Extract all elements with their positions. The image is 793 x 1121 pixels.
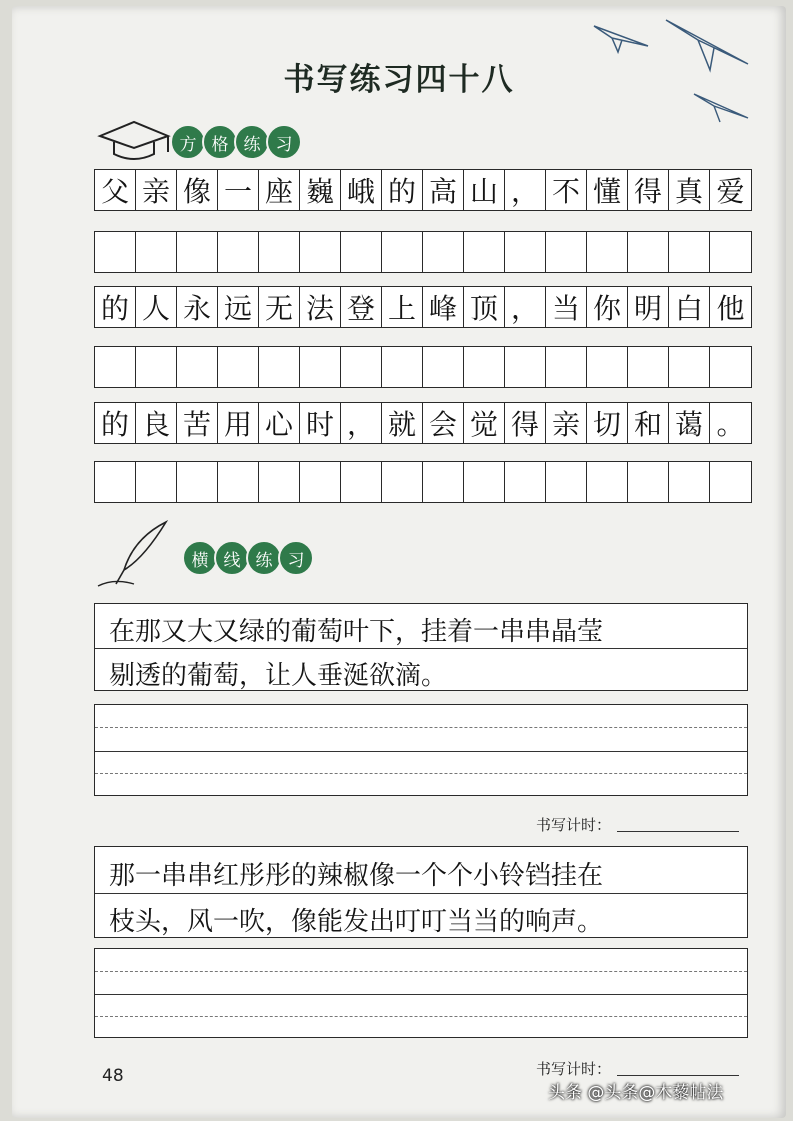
passage-box (94, 603, 748, 691)
grid-char: 上 (382, 287, 423, 327)
grid-char: 远 (218, 287, 259, 327)
page-number: 48 (102, 1066, 124, 1086)
passage-line: 那一串串红彤彤的辣椒像一个个小铃铛挂在 (109, 861, 604, 891)
grid-char: 无 (259, 287, 300, 327)
grid-char: 会 (423, 403, 464, 443)
passage-line: 在那又大又绿的葡萄叶下，挂着一串串晶莹 (109, 617, 604, 647)
feather-quill-icon (94, 518, 184, 590)
grid-char: 不 (546, 170, 587, 210)
workbook-page (12, 6, 786, 1118)
grid-char: 得 (505, 403, 546, 443)
writing-timer (536, 814, 739, 835)
grid-char: 蔼 (669, 403, 710, 443)
grid-char: 真 (669, 170, 710, 210)
section-label-char: 习 (278, 540, 314, 576)
timer-label: 书写计时： (536, 816, 612, 834)
section-label-char: 习 (266, 124, 302, 160)
practice-lines-box[interactable] (94, 948, 748, 1038)
grid-char: 明 (628, 287, 669, 327)
grid-char: 亲 (136, 170, 177, 210)
grid-char: 得 (628, 170, 669, 210)
grid-char: 父 (95, 170, 136, 210)
grid-char: ， (505, 170, 546, 210)
grid-char: 你 (587, 287, 628, 327)
passage-box (94, 846, 748, 938)
grid-char: 苦 (177, 403, 218, 443)
grid-char: 就 (382, 403, 423, 443)
writing-timer (536, 1058, 739, 1079)
grid-char: 峨 (341, 170, 382, 210)
timer-label: 书写计时： (536, 1060, 612, 1078)
grid-char: 一 (218, 170, 259, 210)
grid-char: 白 (669, 287, 710, 327)
grid-char: 。 (716, 408, 745, 441)
grid-text-row (94, 169, 752, 211)
grid-char: 登 (341, 287, 382, 327)
grid-char: 爱 (716, 175, 745, 208)
timer-blank[interactable] (617, 1075, 739, 1076)
grid-char: 像 (177, 170, 218, 210)
grid-char: 切 (587, 403, 628, 443)
grid-char: 当 (546, 287, 587, 327)
grid-char: 的 (382, 170, 423, 210)
passage-line: 剔透的葡萄，让人垂涎欲滴。 (109, 661, 448, 691)
grid-char: 心 (259, 403, 300, 443)
practice-lines-box[interactable] (94, 704, 748, 796)
watermark: 头条 @头条@木藜帖法 (548, 1083, 724, 1103)
grid-char: 的 (95, 287, 136, 327)
section-label-char: 格 (202, 124, 238, 160)
grid-char: 峰 (423, 287, 464, 327)
grid-char: 永 (177, 287, 218, 327)
grid-char: 的 (95, 403, 136, 443)
grid-practice-row[interactable] (94, 461, 752, 503)
section-header-grid (170, 124, 298, 160)
section-label-char: 线 (214, 540, 250, 576)
timer-blank[interactable] (617, 831, 739, 832)
grid-char: 觉 (464, 403, 505, 443)
passage-line: 枝头，风一吹，像能发出叮叮当当的响声。 (109, 907, 604, 937)
grid-char: 时 (300, 403, 341, 443)
grid-char: 顶 (464, 287, 505, 327)
grid-char: 巍 (300, 170, 341, 210)
section-header-lines (182, 540, 310, 576)
grid-char: 用 (218, 403, 259, 443)
grid-char: 良 (136, 403, 177, 443)
grid-char: ， (505, 287, 546, 327)
section-label-char: 方 (170, 124, 206, 160)
paper-plane-icon (592, 16, 652, 56)
grid-char: 懂 (587, 170, 628, 210)
grid-char: 亲 (546, 403, 587, 443)
section-label-char: 练 (234, 124, 270, 160)
grid-char: ， (341, 403, 382, 443)
grid-char: 人 (136, 287, 177, 327)
grid-text-row (94, 402, 752, 444)
grid-char: 山 (464, 170, 505, 210)
section-label-char: 横 (182, 540, 218, 576)
grid-practice-row[interactable] (94, 231, 752, 273)
page-title: 书写练习四十八 (283, 62, 515, 98)
grid-char: 他 (716, 292, 745, 325)
grid-char: 和 (628, 403, 669, 443)
section-label-char: 练 (246, 540, 282, 576)
grid-char: 高 (423, 170, 464, 210)
graduation-cap-icon (94, 116, 176, 166)
grid-char: 座 (259, 170, 300, 210)
grid-char: 法 (300, 287, 341, 327)
grid-practice-row[interactable] (94, 346, 752, 388)
grid-text-row (94, 286, 752, 328)
